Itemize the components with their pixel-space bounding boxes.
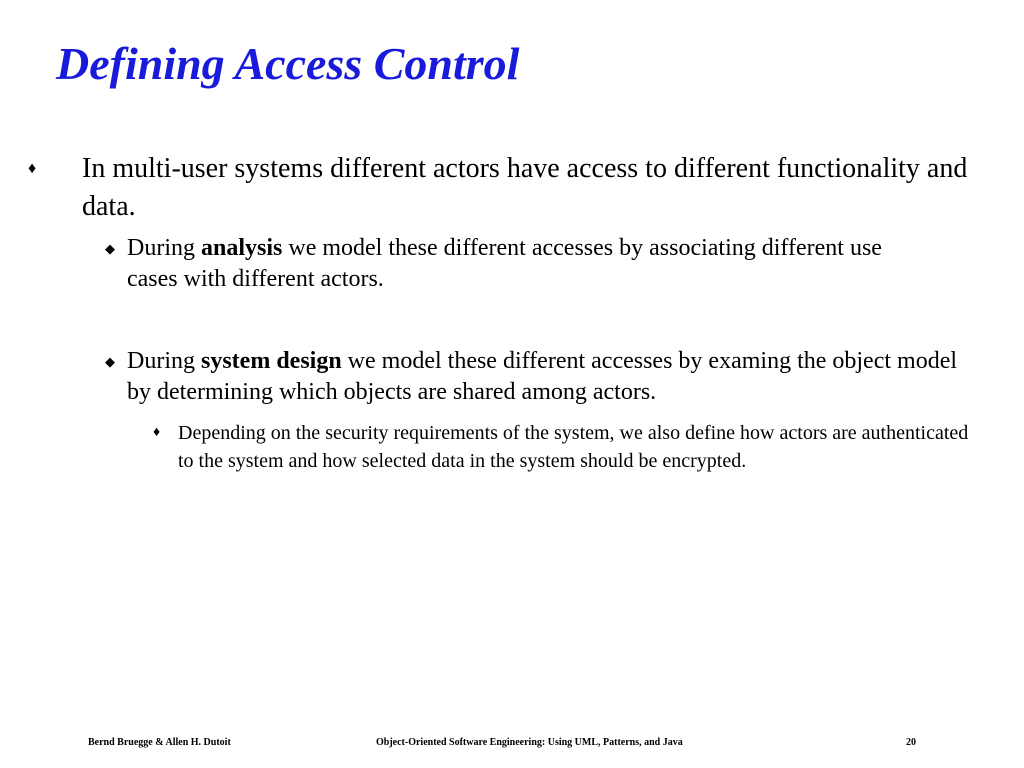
bullet-text bbox=[127, 233, 935, 295]
bullet-level-2-analysis bbox=[105, 233, 935, 295]
bullet-level-2-system-design bbox=[105, 346, 970, 408]
diamond-bullet-icon: ◆ bbox=[105, 354, 115, 369]
diamond-bullet-icon: ♦ bbox=[28, 160, 37, 177]
bullet-text-prefix: During bbox=[127, 235, 201, 261]
bullet-text-suffix: we model these different accesses by associating different use cases with different actors. bbox=[127, 235, 882, 292]
bullet-text-suffix: we model these different accesses by examing the object model by determining which objects are shared among actors. bbox=[127, 348, 958, 405]
bullet-keyword: analysis bbox=[201, 235, 283, 261]
bullet-text-prefix: During bbox=[127, 348, 201, 374]
bullet-text: In multi-user systems different actors have access to different functionality and data. bbox=[82, 153, 968, 222]
footer-authors: Bernd Bruegge & Allen H. Dutoit bbox=[88, 737, 231, 748]
diamond-bullet-icon: ◆ bbox=[105, 241, 115, 256]
bullet-text bbox=[127, 346, 970, 408]
bullet-text: Depending on the security requirements of the system, we also define how actors are authenticated to the system and how selected data in the system should be encrypted. bbox=[178, 422, 969, 472]
bullet-keyword: system design bbox=[201, 348, 342, 374]
footer-book-title: Object-Oriented Software Engineering: Using UML, Patterns, and Java bbox=[376, 737, 683, 748]
bullet-level-1 bbox=[28, 150, 968, 226]
footer-page-number: 20 bbox=[906, 737, 916, 748]
slide-title: Defining Access Control bbox=[56, 38, 520, 89]
diamond-bullet-icon: ♦ bbox=[153, 425, 161, 440]
bullet-level-3 bbox=[153, 419, 973, 475]
